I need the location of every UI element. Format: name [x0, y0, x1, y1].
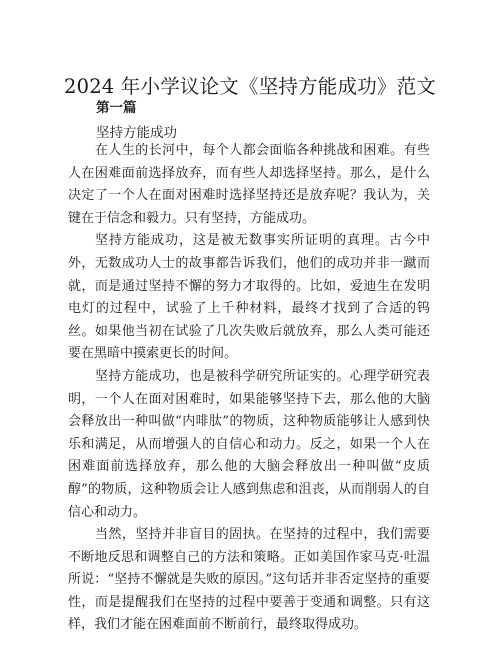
section-heading: 第一篇 — [96, 100, 137, 116]
paragraph-1: 在人生的长河中，每个人都会面临各种挑战和困难。有些人在困难面前选择放弃，而有些人却选择坚持。那么，是什么决定了一个人在面对困难时选择坚持还是放弃呢？我认为，关键在于信念和毅力。只有坚持，方能成功。 — [68, 143, 430, 226]
document-title: 2024 年小学议论文《坚持方能成功》范文 — [63, 75, 437, 99]
essay-body — [68, 140, 430, 637]
essay-subtitle: 坚持方能成功 — [96, 125, 177, 141]
paragraph-4: 当然，坚持并非盲目的固执。在坚持的过程中，我们需要不断地反思和调整自己的方法和策略。正如美国作家马克·吐温所说：“坚持不懈就是失败的原因。”这句话并非否定坚持的重要性，而是提醒我们在坚持的过程中要善于变通和调整。只有这样，我们才能在困难面前不断前行，最终取得成功。 — [68, 527, 430, 633]
paragraph-2: 坚持方能成功，这是被无数事实所证明的真理。古今中外，无数成功人士的故事都告诉我们，他们的成功并非一蹴而就，而是通过坚持不懈的努力才取得的。比如，爱迪生在发明电灯的过程中，试验了上千种材料，最终才找到了合适的钨丝。如果他当初在试验了几次失败后就放弃，那么人类可能还要在黑暗中摸索更长的时间。 — [68, 233, 430, 362]
paragraph-3: 坚持方能成功，也是被科学研究所证实的。心理学研究表明，一个人在面对困难时，如果能够坚持下去，那么他的大脑会释放出一种叫做“内啡肽”的物质，这种物质能够让人感到快乐和满足，从而增强人的自信心和动力。反之，如果一个人在困难面前选择放弃，那么他的大脑会释放出一种叫做“皮质醇”的物质，这种物质会让人感到焦虑和沮丧，从而削弱人的自信心和动力。 — [68, 368, 430, 520]
